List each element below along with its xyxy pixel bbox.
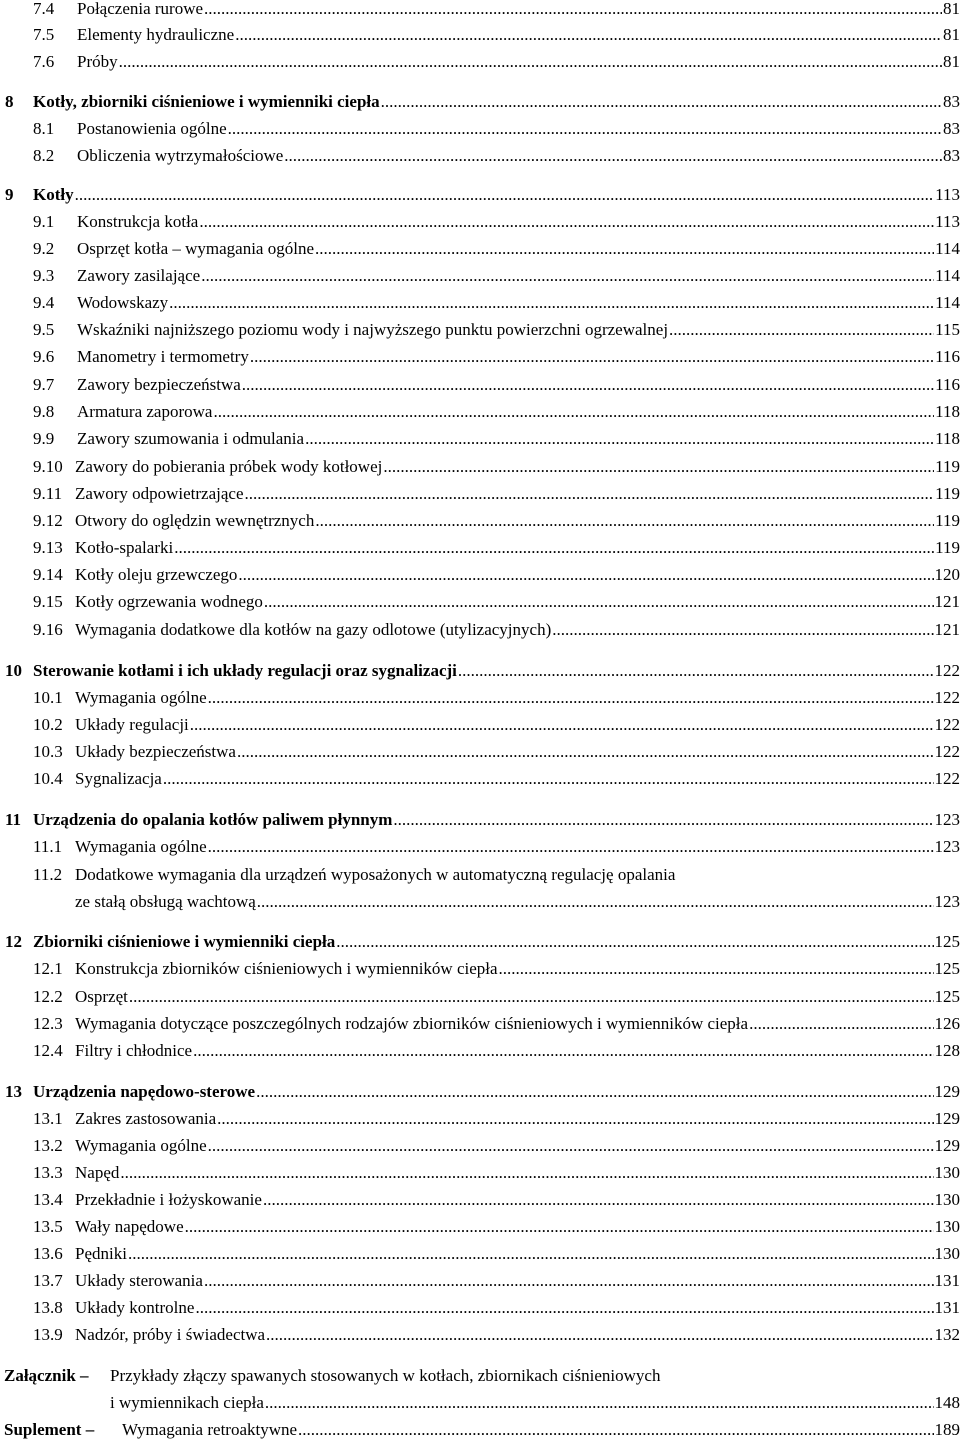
leader-dots: [204, 1269, 934, 1293]
toc-entry-page: 83: [943, 119, 960, 138]
toc-entry-title: Układy sterowania: [75, 1271, 203, 1290]
toc-entry-title: Dodatkowe wymagania dla urządzeń wyposażonych w automatyczną regulację opalania: [75, 865, 676, 884]
toc-entry[interactable]: [0, 1161, 960, 1185]
toc-entry-title: Zawory odpowietrzające: [75, 484, 244, 503]
leader-dots: [190, 713, 934, 737]
toc-entry[interactable]: [0, 1296, 960, 1320]
leader-dots: [208, 1134, 934, 1158]
toc-entry-title: Zawory szumowania i odmulania: [77, 429, 305, 448]
leader-dots: [199, 210, 934, 234]
toc-entry-number: 9.8: [33, 402, 55, 421]
toc-entry-title: Sterowanie kotłami i ich układy regulacji oraz sygnalizacji: [33, 661, 457, 680]
toc-entry[interactable]: [0, 1039, 960, 1063]
toc-entry-number: 8.1: [33, 119, 55, 138]
leader-dots: [305, 427, 934, 451]
toc-entry-title: Zawory zasilające: [77, 266, 201, 285]
leader-dots: [552, 618, 933, 642]
toc-entry-title: Wymagania retroaktywne: [122, 1420, 298, 1439]
toc-entry[interactable]: [0, 808, 960, 832]
toc-entry[interactable]: [0, 1012, 960, 1036]
leader-dots: [336, 930, 933, 954]
toc-entry-number: 13.5: [33, 1217, 63, 1236]
toc-entry[interactable]: [0, 318, 960, 342]
toc-entry-title: Połączenia rurowe: [77, 0, 204, 18]
leader-dots: [163, 767, 934, 791]
toc-entry-title: Urządzenia napędowo-sterowe: [33, 1082, 256, 1101]
toc-entry-title: Przykłady złączy spawanych stosowanych w kotłach, zbiornikach ciśnieniowych: [110, 1366, 661, 1385]
toc-entry-page: 130: [934, 1190, 960, 1209]
toc-entry[interactable]: [0, 509, 960, 533]
toc-entry-title: Wymagania ogólne: [75, 688, 207, 707]
toc-entry-number: 13.6: [33, 1244, 63, 1263]
toc-entry[interactable]: [0, 373, 960, 397]
toc-entry-title: Elementy hydrauliczne: [77, 25, 235, 44]
leader-dots: [257, 890, 934, 914]
toc-entry-number: 10.3: [33, 742, 63, 761]
leader-dots: [213, 400, 934, 424]
toc-entry[interactable]: [0, 1364, 960, 1388]
toc-entry-page: 123: [934, 810, 960, 829]
toc-entry-number: 10: [5, 661, 22, 680]
leader-dots: [217, 1107, 933, 1131]
toc-entry-page: 83: [943, 146, 960, 165]
toc-entry-page: 123: [934, 892, 960, 911]
toc-entry-number: 12.1: [33, 959, 63, 978]
toc-entry-title: Konstrukcja kotła: [77, 212, 199, 231]
leader-dots: [195, 1296, 933, 1320]
toc-entry-page: 121: [934, 592, 960, 611]
toc-entry-number: 9.7: [33, 375, 55, 394]
leader-dots: [242, 373, 934, 397]
toc-entry-number: 9: [5, 185, 14, 204]
toc-entry-number: 9.15: [33, 592, 63, 611]
leader-dots: [208, 686, 934, 710]
toc-entry[interactable]: [0, 686, 960, 710]
toc-entry-number: Załącznik –: [4, 1366, 89, 1385]
leader-dots: [749, 1012, 933, 1036]
toc-entry[interactable]: [0, 1188, 960, 1212]
leader-dots: [235, 23, 942, 47]
toc-entry-number: 7.5: [33, 25, 55, 44]
toc-entry-page: 114: [935, 239, 960, 258]
leader-dots: [315, 237, 934, 261]
toc-entry-page: 122: [934, 742, 960, 761]
leader-dots: [129, 985, 934, 1009]
toc-entry-number: 12.4: [33, 1041, 63, 1060]
toc-entry-title: Wymagania ogólne: [75, 837, 207, 856]
leader-dots: [208, 835, 934, 859]
toc-entry-title: Wały napędowe: [75, 1217, 184, 1236]
toc-entry-title: Osprzęt: [75, 987, 128, 1006]
toc-entry-page: 128: [934, 1041, 960, 1060]
toc-entry-page: 118: [935, 429, 960, 448]
toc-entry-page: 118: [935, 402, 960, 421]
toc-entry-page: 83: [943, 92, 960, 111]
leader-dots: [669, 318, 934, 342]
leader-dots: [393, 808, 933, 832]
leader-dots: [238, 563, 933, 587]
leader-dots: [128, 1242, 934, 1266]
toc-entry-number: 9.4: [33, 293, 55, 312]
toc-entry-title: Próby: [77, 52, 118, 71]
leader-dots: [204, 0, 942, 21]
toc-entry[interactable]: [0, 90, 960, 114]
toc-entry[interactable]: [0, 50, 960, 74]
toc-entry-page: 119: [935, 457, 960, 476]
toc-entry[interactable]: [0, 23, 960, 47]
toc-entry[interactable]: [0, 1323, 960, 1347]
toc-entry-number: 8.2: [33, 146, 55, 165]
toc-entry-title-continued: i wymiennikach ciepła: [110, 1393, 264, 1412]
toc-entry[interactable]: [0, 985, 960, 1009]
toc-entry[interactable]: [0, 1134, 960, 1158]
toc-entry-page: 189: [934, 1420, 960, 1439]
toc-entry[interactable]: [0, 237, 960, 261]
leader-dots: [120, 1161, 933, 1185]
toc-entry-page: 123: [934, 837, 960, 856]
toc-entry-page: 125: [934, 987, 960, 1006]
toc-entry-number: 13.7: [33, 1271, 63, 1290]
toc-entry[interactable]: [0, 835, 960, 859]
toc-entry-page: 120: [934, 565, 960, 584]
leader-dots: [266, 1323, 933, 1347]
toc-entry[interactable]: [0, 210, 960, 234]
toc-entry-number: 10.4: [33, 769, 63, 788]
toc-entry-page: 115: [935, 320, 960, 339]
toc-entry-title: Wymagania dodatkowe dla kotłów na gazy odlotowe (utylizacyjnych): [75, 620, 552, 639]
toc-entry[interactable]: [0, 1107, 960, 1131]
toc-entry-number: 9.3: [33, 266, 55, 285]
toc-entry-number: 9.5: [33, 320, 55, 339]
toc-entry-title: Układy regulacji: [75, 715, 189, 734]
toc-entry-title: Wskaźniki najniższego poziomu wody i najwyższego punktu powierzchni ogrzewalnej: [77, 320, 669, 339]
toc-entry-number: 9.1: [33, 212, 55, 231]
toc-entry-title: Kotły ogrzewania wodnego: [75, 592, 263, 611]
toc-entry[interactable]: [0, 618, 960, 642]
leader-dots: [201, 264, 934, 288]
toc-entry-title: Wodowskazy: [77, 293, 169, 312]
toc-entry-title: Urządzenia do opalania kotłów paliwem płynnym: [33, 810, 393, 829]
toc-entry-title: Sygnalizacja: [75, 769, 162, 788]
toc-entry-title: Filtry i chłodnice: [75, 1041, 193, 1060]
toc-entry-title: Konstrukcja zbiorników ciśnieniowych i wymienników ciepła: [75, 959, 498, 978]
toc-entry-number: 9.2: [33, 239, 55, 258]
toc-entry[interactable]: [0, 0, 960, 21]
toc-entry-title: Kotło-spalarki: [75, 538, 174, 557]
toc-entry-number: 13.4: [33, 1190, 63, 1209]
toc-entry-page: 132: [934, 1325, 960, 1344]
toc-entry[interactable]: [0, 1215, 960, 1239]
toc-entry-title: Kotły oleju grzewczego: [75, 565, 238, 584]
toc-entry-number: 11.1: [33, 837, 63, 856]
toc-entry-title: Wymagania dotyczące poszczególnych rodzajów zbiorników ciśnieniowych i wymienników ciepła: [75, 1014, 749, 1033]
toc-entry-page: 130: [934, 1163, 960, 1182]
toc-entry-page: 122: [934, 688, 960, 707]
toc-entry-page: 122: [934, 715, 960, 734]
toc-entry-title: Układy kontrolne: [75, 1298, 195, 1317]
toc-entry-number: 12: [5, 932, 22, 951]
toc-entry[interactable]: [0, 713, 960, 737]
toc-entry[interactable]: [0, 740, 960, 764]
toc-entry-title-continued: ze stałą obsługą wachtową: [75, 892, 256, 911]
toc-entry-number: Suplement –: [4, 1420, 95, 1439]
toc-entry-title: Zawory do pobierania próbek wody kotłowej: [75, 457, 383, 476]
toc-entry-page: 126: [934, 1014, 960, 1033]
toc-entry-title: Przekładnie i łożyskowanie: [75, 1190, 262, 1209]
toc-entry-number: 7.4: [33, 0, 55, 18]
toc-entry-number: 13.8: [33, 1298, 63, 1317]
toc-entry-page: 131: [934, 1298, 960, 1317]
leader-dots: [174, 536, 934, 560]
toc-entry-page: 148: [934, 1393, 960, 1412]
toc-entry[interactable]: [0, 863, 960, 887]
toc-entry-title: Wymagania ogólne: [75, 1136, 207, 1155]
toc-entry[interactable]: [0, 427, 960, 451]
toc-entry-number: 9.12: [33, 511, 63, 530]
toc-entry-title: Układy bezpieczeństwa: [75, 742, 236, 761]
toc-entry-page: 125: [934, 959, 960, 978]
toc-entry-page: 114: [935, 293, 960, 312]
toc-entry-page: 113: [935, 212, 960, 231]
toc-entry[interactable]: [0, 400, 960, 424]
leader-dots: [499, 957, 934, 981]
toc-entry-page: 129: [934, 1082, 960, 1101]
toc-entry-title: Zawory bezpieczeństwa: [77, 375, 241, 394]
toc-entry[interactable]: [0, 957, 960, 981]
leader-dots: [245, 482, 935, 506]
toc-entry-page: 130: [934, 1217, 960, 1236]
toc-entry-number: 9.11: [33, 484, 63, 503]
toc-entry-continuation[interactable]: [0, 890, 960, 914]
leader-dots: [315, 509, 934, 533]
toc-entry-page: 119: [935, 538, 960, 557]
leader-dots: [228, 117, 942, 141]
toc-entry-page: 116: [935, 375, 960, 394]
leader-dots: [284, 144, 942, 168]
toc-entry-title: Pędniki: [75, 1244, 127, 1263]
leader-dots: [75, 183, 935, 207]
toc-entry[interactable]: [0, 264, 960, 288]
toc-entry-number: 11.2: [33, 865, 63, 884]
leader-dots: [264, 590, 934, 614]
leader-dots: [169, 291, 934, 315]
toc-entry-title: Manometry i termometry: [77, 347, 249, 366]
toc-entry-number: 9.16: [33, 620, 63, 639]
toc-entry[interactable]: [0, 183, 960, 207]
toc-entry-page: 129: [934, 1109, 960, 1128]
toc-entry-number: 13.1: [33, 1109, 63, 1128]
toc-entry-page: 119: [935, 511, 960, 530]
toc-entry[interactable]: [0, 1242, 960, 1266]
toc-entry[interactable]: [0, 455, 960, 479]
leader-dots: [298, 1418, 933, 1442]
toc-entry-continuation[interactable]: [0, 1391, 960, 1415]
toc-entry-title: Armatura zaporowa: [77, 402, 213, 421]
toc-entry-page: 114: [935, 266, 960, 285]
toc-entry-number: 9.9: [33, 429, 55, 448]
toc-entry-page: 125: [934, 932, 960, 951]
toc-entry-page: 81: [943, 25, 960, 44]
toc-entry-title: Napęd: [75, 1163, 120, 1182]
toc-entry-number: 9.10: [33, 457, 63, 476]
toc-entry[interactable]: [0, 482, 960, 506]
toc-entry[interactable]: [0, 117, 960, 141]
toc-entry-number: 13: [5, 1082, 22, 1101]
toc-entry[interactable]: [0, 1269, 960, 1293]
leader-dots: [265, 1391, 934, 1415]
toc-entry-number: 10.2: [33, 715, 63, 734]
toc-entry-title: Otwory do oględzin wewnętrznych: [75, 511, 315, 530]
toc-entry-number: 9.14: [33, 565, 63, 584]
toc-entry-page: 116: [935, 347, 960, 366]
toc-entry[interactable]: [0, 1080, 960, 1104]
toc-entry-number: 7.6: [33, 52, 55, 71]
toc-entry[interactable]: [0, 930, 960, 954]
toc-entry[interactable]: [0, 291, 960, 315]
toc-entry-number: 11: [5, 810, 22, 829]
toc-entry-number: 12.2: [33, 987, 63, 1006]
leader-dots: [250, 345, 934, 369]
toc-entry-title: Postanowienia ogólne: [77, 119, 227, 138]
toc-entry-page: 122: [934, 769, 960, 788]
leader-dots: [381, 90, 942, 114]
toc-entry-page: 113: [935, 185, 960, 204]
toc-entry-title: Zakres zastosowania: [75, 1109, 217, 1128]
toc-entry-page: 81: [943, 52, 960, 71]
toc-entry[interactable]: [0, 563, 960, 587]
toc-entry-page: 131: [934, 1271, 960, 1290]
toc-entry[interactable]: [0, 536, 960, 560]
toc-entry[interactable]: [0, 590, 960, 614]
toc-entry[interactable]: [0, 659, 960, 683]
toc-entry-title: Zbiorniki ciśnieniowe i wymienniki ciepła: [33, 932, 336, 951]
toc-entry-page: 122: [934, 661, 960, 680]
leader-dots: [185, 1215, 934, 1239]
toc-entry-page: 129: [934, 1136, 960, 1155]
leader-dots: [458, 659, 934, 683]
toc-entry[interactable]: [0, 1418, 960, 1442]
leader-dots: [237, 740, 934, 764]
toc-entry-title: Obliczenia wytrzymałościowe: [77, 146, 284, 165]
toc-entry-number: 8: [5, 92, 14, 111]
toc-entry[interactable]: [0, 345, 960, 369]
leader-dots: [263, 1188, 934, 1212]
toc-entry-page: 81: [943, 0, 960, 18]
toc-entry-title: Osprzęt kotła – wymagania ogólne: [77, 239, 314, 258]
leader-dots: [119, 50, 942, 74]
toc-entry-title: Kotły, zbiorniki ciśnieniowe i wymienniki ciepła: [33, 92, 380, 111]
leader-dots: [383, 455, 934, 479]
toc-entry-title: Kotły: [33, 185, 74, 204]
leader-dots: [193, 1039, 933, 1063]
leader-dots: [256, 1080, 933, 1104]
toc-entry-number: 13.3: [33, 1163, 63, 1182]
toc-entry-title: Nadzór, próby i świadectwa: [75, 1325, 266, 1344]
toc-entry-number: 9.6: [33, 347, 55, 366]
toc-entry-page: 121: [934, 620, 960, 639]
toc-entry-page: 119: [935, 484, 960, 503]
toc-entry[interactable]: [0, 767, 960, 791]
toc-entry[interactable]: [0, 144, 960, 168]
toc-entry-number: 13.2: [33, 1136, 63, 1155]
toc-entry-page: 130: [934, 1244, 960, 1263]
toc-entry-number: 10.1: [33, 688, 63, 707]
toc-entry-number: 13.9: [33, 1325, 63, 1344]
toc-entry-number: 12.3: [33, 1014, 63, 1033]
toc-entry-number: 9.13: [33, 538, 63, 557]
